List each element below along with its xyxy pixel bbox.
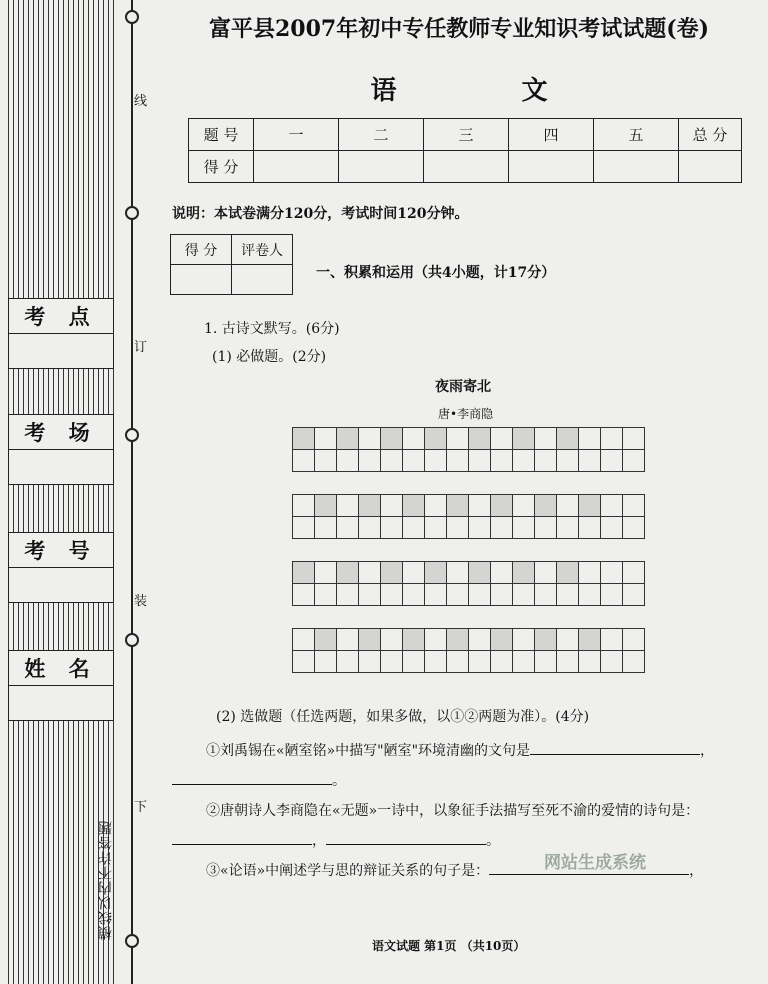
binding-char-below: 下 <box>134 800 148 815</box>
field-label: 考 场 <box>9 415 113 450</box>
score-cell <box>679 151 742 183</box>
binding-hole <box>125 10 139 24</box>
question-item-3-text: ③«论语»中阐述学与思的辩证关系的句子是： <box>206 863 490 879</box>
poem-author: 唐•李商隐 <box>438 407 494 421</box>
question-item-2-continued <box>172 830 500 850</box>
name-field <box>8 650 114 721</box>
score-table-header: 三 <box>424 119 509 151</box>
question-item-1-text: ①刘禹锡在«陋室铭»中描写"陋室"环境清幽的文句是 <box>206 743 531 759</box>
score-cell <box>254 151 339 183</box>
answer-blank[interactable] <box>530 754 700 755</box>
punct: 。 <box>332 773 346 789</box>
subject-title: 语 文 <box>370 76 606 106</box>
grader-score-label: 得 分 <box>171 235 232 265</box>
score-cell <box>509 151 594 183</box>
score-table-header: 一 <box>254 119 339 151</box>
question-1-part-1: (1) 必做题。(2分) <box>212 349 327 365</box>
score-cell <box>594 151 679 183</box>
exam-title: 富平县2007年初中专任教师专业知识考试试题(卷) <box>208 16 710 42</box>
binding-char-line: 线 <box>134 94 148 109</box>
punct: ， <box>700 743 715 759</box>
punct: ， <box>312 833 326 849</box>
watermark-stamp: 网站生成系统 <box>544 853 646 873</box>
score-table-row-label: 得 分 <box>189 151 254 183</box>
score-table-header: 二 <box>339 119 424 151</box>
question-1-title: 1. 古诗文默写。(6分) <box>204 321 340 337</box>
binding-hole <box>125 633 139 647</box>
binding-hole <box>125 428 139 442</box>
field-value <box>9 334 113 368</box>
question-item-1-continued <box>172 770 346 790</box>
field-value <box>9 450 113 484</box>
answer-blank[interactable] <box>172 784 332 785</box>
punct: 。 <box>486 833 500 849</box>
grader-table <box>170 234 293 295</box>
exam-room-field <box>8 414 114 485</box>
no-answer-notice: 横线以内不许答题 <box>98 820 114 940</box>
question-item-2: ②唐朝诗人李商隐在«无题»一诗中，以象征手法描写至死不渝的爱情的诗句是： <box>206 803 700 819</box>
field-label: 姓 名 <box>9 651 113 686</box>
binding-hole <box>125 934 139 948</box>
field-value <box>9 568 113 602</box>
score-cell <box>424 151 509 183</box>
score-cell <box>339 151 424 183</box>
binding-char-seal: 订 <box>134 340 148 355</box>
binding-hole <box>125 206 139 220</box>
exam-number-field <box>8 532 114 603</box>
exam-site-field <box>8 298 114 369</box>
score-table-header: 总 分 <box>679 119 742 151</box>
score-table-header: 四 <box>509 119 594 151</box>
poem-title: 夜雨寄北 <box>435 379 491 395</box>
answer-blank[interactable] <box>172 844 312 845</box>
score-table-header: 题 号 <box>189 119 254 151</box>
answer-grid[interactable] <box>292 561 645 606</box>
answer-blank[interactable] <box>326 844 486 845</box>
answer-grid[interactable] <box>292 427 645 472</box>
answer-grid[interactable] <box>292 494 645 539</box>
instructions: 说明：本试卷满分120分，考试时间120分钟。 <box>172 206 469 222</box>
punct: ， <box>689 863 704 879</box>
page-footer: 语文试题 第1页 （共10页） <box>372 939 526 953</box>
binding-char-bind: 装 <box>134 594 148 609</box>
score-table-header: 五 <box>594 119 679 151</box>
field-label: 考 点 <box>9 299 113 334</box>
answer-grid[interactable] <box>292 628 645 673</box>
section-heading: 一、积累和运用（共4小题，计17分） <box>316 265 556 281</box>
grader-name-cell <box>232 265 293 295</box>
question-item-1 <box>206 740 714 760</box>
binding-line <box>131 0 133 984</box>
score-table <box>188 118 742 183</box>
field-value <box>9 686 113 720</box>
question-1-part-2: (2) 选做题（任选两题，如果多做，以①②两题为准）。(4分) <box>216 709 590 725</box>
grader-score-cell <box>171 265 232 295</box>
grader-name-label: 评卷人 <box>232 235 293 265</box>
answer-blank[interactable] <box>489 874 689 875</box>
field-label: 考 号 <box>9 533 113 568</box>
